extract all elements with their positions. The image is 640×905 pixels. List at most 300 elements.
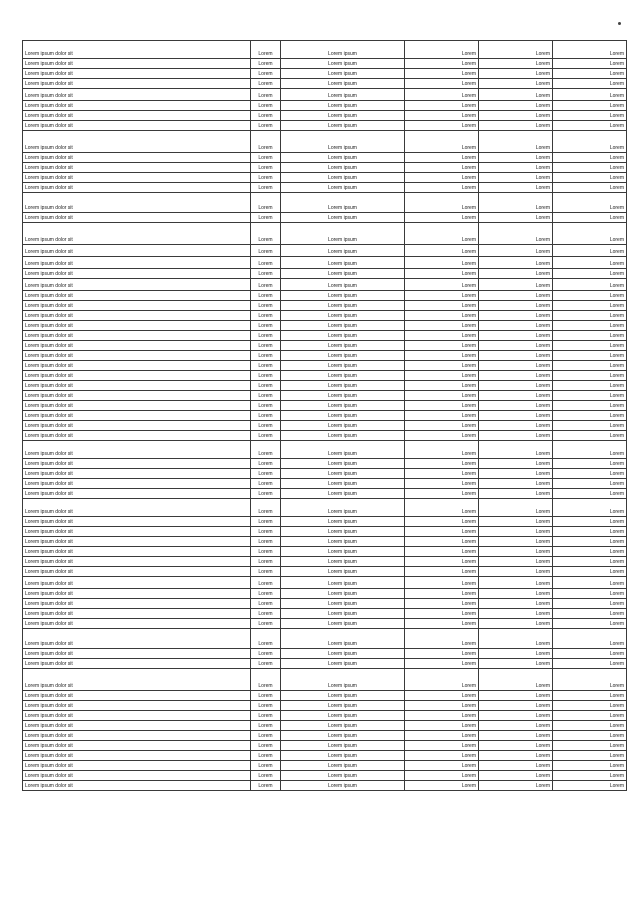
table-cell-v3: Lorem bbox=[553, 279, 627, 291]
table-cell-class: Lorem ipsum bbox=[281, 69, 405, 79]
table-cell-v2: Lorem bbox=[479, 131, 553, 153]
table-row bbox=[23, 223, 627, 245]
table-cell-class: Lorem ipsum bbox=[281, 499, 405, 517]
table-cell-code: Lorem bbox=[251, 761, 281, 771]
table-row bbox=[23, 721, 627, 731]
table-cell-v1: Lorem bbox=[405, 431, 479, 441]
table-row bbox=[23, 751, 627, 761]
table-cell-code: Lorem bbox=[251, 459, 281, 469]
table-row bbox=[23, 401, 627, 411]
table-cell-code: Lorem bbox=[251, 537, 281, 547]
table-cell-v1: Lorem bbox=[405, 751, 479, 761]
table-cell-v1: Lorem bbox=[405, 131, 479, 153]
table-cell-v3: Lorem bbox=[553, 269, 627, 279]
table-cell-text: Lorem ipsum dolor sit bbox=[23, 269, 251, 279]
table-cell-text: Lorem ipsum dolor sit bbox=[23, 599, 251, 609]
table-cell-text: Lorem ipsum dolor sit bbox=[23, 121, 251, 131]
table-cell-v3: Lorem bbox=[553, 691, 627, 701]
table-cell-text: Lorem ipsum dolor sit bbox=[23, 761, 251, 771]
table-cell-text: Lorem ipsum dolor sit bbox=[23, 213, 251, 223]
table-row bbox=[23, 69, 627, 79]
table-cell-class: Lorem ipsum bbox=[281, 629, 405, 649]
table-cell-v2: Lorem bbox=[479, 499, 553, 517]
table-row bbox=[23, 517, 627, 527]
table-cell-v3: Lorem bbox=[553, 111, 627, 121]
table-cell-code: Lorem bbox=[251, 279, 281, 291]
table-cell-v2: Lorem bbox=[479, 223, 553, 245]
table-cell-text: Lorem ipsum dolor sit bbox=[23, 441, 251, 459]
table-cell-code: Lorem bbox=[251, 59, 281, 69]
table-cell-code: Lorem bbox=[251, 691, 281, 701]
table-cell-v1: Lorem bbox=[405, 89, 479, 101]
table-cell-text: Lorem ipsum dolor sit bbox=[23, 469, 251, 479]
table-row bbox=[23, 781, 627, 791]
table-cell-v1: Lorem bbox=[405, 269, 479, 279]
table-cell-text: Lorem ipsum dolor sit bbox=[23, 361, 251, 371]
table-cell-v2: Lorem bbox=[479, 721, 553, 731]
table-cell-v2: Lorem bbox=[479, 213, 553, 223]
table-row bbox=[23, 391, 627, 401]
scan-speck bbox=[618, 22, 621, 25]
table-row bbox=[23, 101, 627, 111]
table-cell-v3: Lorem bbox=[553, 391, 627, 401]
table-cell-text: Lorem ipsum dolor sit bbox=[23, 193, 251, 213]
table-cell-class: Lorem ipsum bbox=[281, 173, 405, 183]
table-cell-class: Lorem ipsum bbox=[281, 577, 405, 589]
table-cell-v3: Lorem bbox=[553, 245, 627, 257]
table-cell-class: Lorem ipsum bbox=[281, 223, 405, 245]
table-cell-text: Lorem ipsum dolor sit bbox=[23, 537, 251, 547]
table-cell-v1: Lorem bbox=[405, 321, 479, 331]
table-cell-class: Lorem ipsum bbox=[281, 537, 405, 547]
table-cell-v3: Lorem bbox=[553, 721, 627, 731]
table-cell-v1: Lorem bbox=[405, 609, 479, 619]
table-cell-v3: Lorem bbox=[553, 441, 627, 459]
table-cell-v1: Lorem bbox=[405, 547, 479, 557]
table-cell-v2: Lorem bbox=[479, 245, 553, 257]
table-cell-class: Lorem ipsum bbox=[281, 401, 405, 411]
table-cell-code: Lorem bbox=[251, 431, 281, 441]
table-row bbox=[23, 213, 627, 223]
table-cell-code: Lorem bbox=[251, 547, 281, 557]
table-cell-v1: Lorem bbox=[405, 781, 479, 791]
table-cell-class: Lorem ipsum bbox=[281, 781, 405, 791]
table-cell-v1: Lorem bbox=[405, 381, 479, 391]
table-cell-v2: Lorem bbox=[479, 341, 553, 351]
table-cell-v3: Lorem bbox=[553, 649, 627, 659]
table-cell-v2: Lorem bbox=[479, 153, 553, 163]
table-cell-class: Lorem ipsum bbox=[281, 711, 405, 721]
table-cell-v1: Lorem bbox=[405, 351, 479, 361]
table-cell-text: Lorem ipsum dolor sit bbox=[23, 163, 251, 173]
table-cell-v2: Lorem bbox=[479, 291, 553, 301]
table-row bbox=[23, 441, 627, 459]
table-row bbox=[23, 547, 627, 557]
table-cell-text: Lorem ipsum dolor sit bbox=[23, 669, 251, 691]
table-cell-code: Lorem bbox=[251, 421, 281, 431]
table-row bbox=[23, 629, 627, 649]
table-cell-class: Lorem ipsum bbox=[281, 609, 405, 619]
table-cell-v2: Lorem bbox=[479, 183, 553, 193]
table-cell-class: Lorem ipsum bbox=[281, 469, 405, 479]
table-cell-text: Lorem ipsum dolor sit bbox=[23, 589, 251, 599]
table-cell-class: Lorem ipsum bbox=[281, 589, 405, 599]
table-cell-v3: Lorem bbox=[553, 89, 627, 101]
table-cell-v3: Lorem bbox=[553, 193, 627, 213]
table-cell-code: Lorem bbox=[251, 781, 281, 791]
table-cell-v1: Lorem bbox=[405, 711, 479, 721]
table-cell-class: Lorem ipsum bbox=[281, 41, 405, 59]
table-cell-v2: Lorem bbox=[479, 269, 553, 279]
table-row bbox=[23, 659, 627, 669]
table-cell-text: Lorem ipsum dolor sit bbox=[23, 69, 251, 79]
table-cell-code: Lorem bbox=[251, 381, 281, 391]
table-row bbox=[23, 761, 627, 771]
table-cell-v3: Lorem bbox=[553, 599, 627, 609]
table-cell-text: Lorem ipsum dolor sit bbox=[23, 371, 251, 381]
table-cell-code: Lorem bbox=[251, 321, 281, 331]
table-cell-v2: Lorem bbox=[479, 589, 553, 599]
table-cell-v1: Lorem bbox=[405, 341, 479, 351]
table-cell-class: Lorem ipsum bbox=[281, 691, 405, 701]
table-cell-v1: Lorem bbox=[405, 401, 479, 411]
table-cell-v1: Lorem bbox=[405, 577, 479, 589]
table-row bbox=[23, 331, 627, 341]
table-cell-v2: Lorem bbox=[479, 751, 553, 761]
table-cell-code: Lorem bbox=[251, 331, 281, 341]
table-cell-v2: Lorem bbox=[479, 659, 553, 669]
table-cell-code: Lorem bbox=[251, 771, 281, 781]
table-cell-code: Lorem bbox=[251, 401, 281, 411]
table-cell-class: Lorem ipsum bbox=[281, 771, 405, 781]
table-cell-v3: Lorem bbox=[553, 527, 627, 537]
table-cell-v3: Lorem bbox=[553, 173, 627, 183]
table-cell-v1: Lorem bbox=[405, 619, 479, 629]
table-cell-class: Lorem ipsum bbox=[281, 301, 405, 311]
table-cell-code: Lorem bbox=[251, 153, 281, 163]
table-cell-text: Lorem ipsum dolor sit bbox=[23, 131, 251, 153]
table-row bbox=[23, 421, 627, 431]
table-cell-v2: Lorem bbox=[479, 59, 553, 69]
table-cell-code: Lorem bbox=[251, 741, 281, 751]
table-cell-class: Lorem ipsum bbox=[281, 381, 405, 391]
table-cell-v2: Lorem bbox=[479, 193, 553, 213]
table-cell-class: Lorem ipsum bbox=[281, 721, 405, 731]
table-cell-v2: Lorem bbox=[479, 101, 553, 111]
table-cell-v2: Lorem bbox=[479, 741, 553, 751]
table-cell-v2: Lorem bbox=[479, 311, 553, 321]
table-row bbox=[23, 649, 627, 659]
table-cell-v1: Lorem bbox=[405, 391, 479, 401]
table-cell-text: Lorem ipsum dolor sit bbox=[23, 431, 251, 441]
table-cell-text: Lorem ipsum dolor sit bbox=[23, 701, 251, 711]
table-cell-v1: Lorem bbox=[405, 257, 479, 269]
table-cell-v3: Lorem bbox=[553, 459, 627, 469]
table-cell-v1: Lorem bbox=[405, 489, 479, 499]
table-cell-code: Lorem bbox=[251, 527, 281, 537]
table-cell-class: Lorem ipsum bbox=[281, 279, 405, 291]
table-row bbox=[23, 321, 627, 331]
table-cell-class: Lorem ipsum bbox=[281, 257, 405, 269]
table-row bbox=[23, 431, 627, 441]
table-row bbox=[23, 411, 627, 421]
table-cell-v2: Lorem bbox=[479, 577, 553, 589]
table-cell-v1: Lorem bbox=[405, 537, 479, 547]
table-cell-text: Lorem ipsum dolor sit bbox=[23, 223, 251, 245]
table-cell-v3: Lorem bbox=[553, 121, 627, 131]
table-cell-class: Lorem ipsum bbox=[281, 111, 405, 121]
table-cell-v3: Lorem bbox=[553, 479, 627, 489]
table-cell-v2: Lorem bbox=[479, 619, 553, 629]
table-cell-class: Lorem ipsum bbox=[281, 527, 405, 537]
table-cell-text: Lorem ipsum dolor sit bbox=[23, 741, 251, 751]
table-cell-text: Lorem ipsum dolor sit bbox=[23, 401, 251, 411]
table-cell-code: Lorem bbox=[251, 557, 281, 567]
table-cell-v2: Lorem bbox=[479, 609, 553, 619]
table-cell-code: Lorem bbox=[251, 517, 281, 527]
table-cell-v1: Lorem bbox=[405, 459, 479, 469]
table-cell-v1: Lorem bbox=[405, 301, 479, 311]
table-cell-v2: Lorem bbox=[479, 411, 553, 421]
table-cell-v2: Lorem bbox=[479, 711, 553, 721]
table-cell-class: Lorem ipsum bbox=[281, 411, 405, 421]
table-cell-v3: Lorem bbox=[553, 331, 627, 341]
table-cell-v1: Lorem bbox=[405, 701, 479, 711]
table-cell-v1: Lorem bbox=[405, 771, 479, 781]
table-cell-code: Lorem bbox=[251, 731, 281, 741]
table-cell-v2: Lorem bbox=[479, 257, 553, 269]
table-cell-code: Lorem bbox=[251, 441, 281, 459]
table-row bbox=[23, 59, 627, 69]
table-cell-v2: Lorem bbox=[479, 41, 553, 59]
table-cell-code: Lorem bbox=[251, 291, 281, 301]
table-cell-text: Lorem ipsum dolor sit bbox=[23, 257, 251, 269]
table-cell-v2: Lorem bbox=[479, 547, 553, 557]
table-cell-v2: Lorem bbox=[479, 441, 553, 459]
table-cell-code: Lorem bbox=[251, 351, 281, 361]
table-cell-text: Lorem ipsum dolor sit bbox=[23, 629, 251, 649]
budget-table bbox=[22, 40, 627, 791]
table-cell-text: Lorem ipsum dolor sit bbox=[23, 111, 251, 121]
table-cell-v1: Lorem bbox=[405, 721, 479, 731]
table-cell-code: Lorem bbox=[251, 301, 281, 311]
table-row bbox=[23, 131, 627, 153]
table-cell-v3: Lorem bbox=[553, 589, 627, 599]
table-cell-code: Lorem bbox=[251, 269, 281, 279]
table-cell-v2: Lorem bbox=[479, 79, 553, 89]
table-cell-v3: Lorem bbox=[553, 351, 627, 361]
table-row bbox=[23, 193, 627, 213]
table-cell-v3: Lorem bbox=[553, 341, 627, 351]
table-body bbox=[23, 41, 627, 791]
table-cell-text: Lorem ipsum dolor sit bbox=[23, 619, 251, 629]
table-cell-v1: Lorem bbox=[405, 441, 479, 459]
table-cell-v1: Lorem bbox=[405, 163, 479, 173]
table-cell-class: Lorem ipsum bbox=[281, 567, 405, 577]
table-cell-class: Lorem ipsum bbox=[281, 245, 405, 257]
table-cell-text: Lorem ipsum dolor sit bbox=[23, 279, 251, 291]
table-cell-v3: Lorem bbox=[553, 183, 627, 193]
table-cell-class: Lorem ipsum bbox=[281, 431, 405, 441]
table-cell-class: Lorem ipsum bbox=[281, 731, 405, 741]
table-cell-text: Lorem ipsum dolor sit bbox=[23, 101, 251, 111]
table-row bbox=[23, 771, 627, 781]
table-cell-v1: Lorem bbox=[405, 421, 479, 431]
table-cell-v3: Lorem bbox=[553, 489, 627, 499]
table-row bbox=[23, 121, 627, 131]
table-row bbox=[23, 669, 627, 691]
table-cell-code: Lorem bbox=[251, 361, 281, 371]
table-cell-class: Lorem ipsum bbox=[281, 479, 405, 489]
table-cell-v2: Lorem bbox=[479, 381, 553, 391]
table-cell-v3: Lorem bbox=[553, 291, 627, 301]
table-cell-class: Lorem ipsum bbox=[281, 351, 405, 361]
table-cell-text: Lorem ipsum dolor sit bbox=[23, 79, 251, 89]
table-cell-v2: Lorem bbox=[479, 321, 553, 331]
table-cell-v1: Lorem bbox=[405, 213, 479, 223]
table-cell-v3: Lorem bbox=[553, 131, 627, 153]
table-cell-class: Lorem ipsum bbox=[281, 153, 405, 163]
table-cell-code: Lorem bbox=[251, 599, 281, 609]
table-cell-class: Lorem ipsum bbox=[281, 599, 405, 609]
table-cell-v2: Lorem bbox=[479, 781, 553, 791]
table-cell-v1: Lorem bbox=[405, 291, 479, 301]
table-cell-v3: Lorem bbox=[553, 223, 627, 245]
table-cell-v1: Lorem bbox=[405, 649, 479, 659]
table-cell-v2: Lorem bbox=[479, 469, 553, 479]
table-row bbox=[23, 89, 627, 101]
table-cell-class: Lorem ipsum bbox=[281, 89, 405, 101]
table-cell-v3: Lorem bbox=[553, 711, 627, 721]
table-cell-class: Lorem ipsum bbox=[281, 59, 405, 69]
table-cell-code: Lorem bbox=[251, 101, 281, 111]
table-cell-code: Lorem bbox=[251, 183, 281, 193]
table-cell-v2: Lorem bbox=[479, 121, 553, 131]
table-cell-class: Lorem ipsum bbox=[281, 441, 405, 459]
table-cell-code: Lorem bbox=[251, 163, 281, 173]
table-cell-v3: Lorem bbox=[553, 771, 627, 781]
table-cell-v1: Lorem bbox=[405, 411, 479, 421]
table-cell-v3: Lorem bbox=[553, 751, 627, 761]
table-cell-code: Lorem bbox=[251, 589, 281, 599]
table-cell-class: Lorem ipsum bbox=[281, 489, 405, 499]
table-cell-code: Lorem bbox=[251, 245, 281, 257]
table-cell-v1: Lorem bbox=[405, 599, 479, 609]
table-cell-v2: Lorem bbox=[479, 431, 553, 441]
table-cell-v1: Lorem bbox=[405, 741, 479, 751]
table-cell-v2: Lorem bbox=[479, 691, 553, 701]
table-cell-v3: Lorem bbox=[553, 741, 627, 751]
table-cell-class: Lorem ipsum bbox=[281, 213, 405, 223]
table-cell-v1: Lorem bbox=[405, 761, 479, 771]
table-cell-v2: Lorem bbox=[479, 701, 553, 711]
table-row bbox=[23, 499, 627, 517]
table-cell-class: Lorem ipsum bbox=[281, 121, 405, 131]
table-cell-v2: Lorem bbox=[479, 69, 553, 79]
table-cell-code: Lorem bbox=[251, 341, 281, 351]
table-cell-v3: Lorem bbox=[553, 59, 627, 69]
table-cell-text: Lorem ipsum dolor sit bbox=[23, 411, 251, 421]
table-cell-code: Lorem bbox=[251, 469, 281, 479]
table-cell-class: Lorem ipsum bbox=[281, 371, 405, 381]
table-cell-text: Lorem ipsum dolor sit bbox=[23, 547, 251, 557]
table-cell-v2: Lorem bbox=[479, 331, 553, 341]
table-cell-code: Lorem bbox=[251, 89, 281, 101]
table-cell-class: Lorem ipsum bbox=[281, 659, 405, 669]
table-cell-class: Lorem ipsum bbox=[281, 649, 405, 659]
table-cell-code: Lorem bbox=[251, 79, 281, 89]
table-cell-code: Lorem bbox=[251, 669, 281, 691]
table-row bbox=[23, 245, 627, 257]
table-cell-code: Lorem bbox=[251, 69, 281, 79]
table-cell-v1: Lorem bbox=[405, 361, 479, 371]
table-cell-text: Lorem ipsum dolor sit bbox=[23, 459, 251, 469]
table-cell-text: Lorem ipsum dolor sit bbox=[23, 711, 251, 721]
table-cell-v1: Lorem bbox=[405, 311, 479, 321]
table-cell-v3: Lorem bbox=[553, 163, 627, 173]
table-row bbox=[23, 257, 627, 269]
table-cell-v2: Lorem bbox=[479, 649, 553, 659]
table-cell-v2: Lorem bbox=[479, 459, 553, 469]
table-cell-class: Lorem ipsum bbox=[281, 101, 405, 111]
table-cell-v1: Lorem bbox=[405, 479, 479, 489]
table-cell-text: Lorem ipsum dolor sit bbox=[23, 173, 251, 183]
table-cell-v3: Lorem bbox=[553, 301, 627, 311]
table-cell-v3: Lorem bbox=[553, 411, 627, 421]
table-cell-class: Lorem ipsum bbox=[281, 701, 405, 711]
table-cell-code: Lorem bbox=[251, 649, 281, 659]
table-cell-v3: Lorem bbox=[553, 609, 627, 619]
table-cell-v2: Lorem bbox=[479, 371, 553, 381]
table-cell-v1: Lorem bbox=[405, 121, 479, 131]
table-cell-v1: Lorem bbox=[405, 659, 479, 669]
table-cell-v3: Lorem bbox=[553, 213, 627, 223]
table-cell-v1: Lorem bbox=[405, 629, 479, 649]
table-cell-v3: Lorem bbox=[553, 79, 627, 89]
table-cell-class: Lorem ipsum bbox=[281, 547, 405, 557]
table-row bbox=[23, 163, 627, 173]
table-cell-v3: Lorem bbox=[553, 499, 627, 517]
table-cell-code: Lorem bbox=[251, 609, 281, 619]
table-cell-v2: Lorem bbox=[479, 391, 553, 401]
table-cell-class: Lorem ipsum bbox=[281, 459, 405, 469]
table-cell-code: Lorem bbox=[251, 479, 281, 489]
table-row bbox=[23, 557, 627, 567]
table-row bbox=[23, 619, 627, 629]
table-row bbox=[23, 279, 627, 291]
table-cell-v1: Lorem bbox=[405, 41, 479, 59]
table-cell-v2: Lorem bbox=[479, 89, 553, 101]
table-cell-v2: Lorem bbox=[479, 173, 553, 183]
table-cell-v1: Lorem bbox=[405, 469, 479, 479]
table-cell-code: Lorem bbox=[251, 567, 281, 577]
table-cell-text: Lorem ipsum dolor sit bbox=[23, 781, 251, 791]
table-cell-text: Lorem ipsum dolor sit bbox=[23, 153, 251, 163]
table-cell-code: Lorem bbox=[251, 701, 281, 711]
table-row bbox=[23, 589, 627, 599]
table-cell-class: Lorem ipsum bbox=[281, 669, 405, 691]
table-cell-class: Lorem ipsum bbox=[281, 291, 405, 301]
table-cell-class: Lorem ipsum bbox=[281, 79, 405, 89]
table-cell-text: Lorem ipsum dolor sit bbox=[23, 331, 251, 341]
table-cell-v3: Lorem bbox=[553, 781, 627, 791]
table-cell-v1: Lorem bbox=[405, 59, 479, 69]
table-cell-v1: Lorem bbox=[405, 499, 479, 517]
table-cell-v3: Lorem bbox=[553, 619, 627, 629]
table-cell-v2: Lorem bbox=[479, 537, 553, 547]
table-cell-v3: Lorem bbox=[553, 659, 627, 669]
table-cell-v2: Lorem bbox=[479, 761, 553, 771]
